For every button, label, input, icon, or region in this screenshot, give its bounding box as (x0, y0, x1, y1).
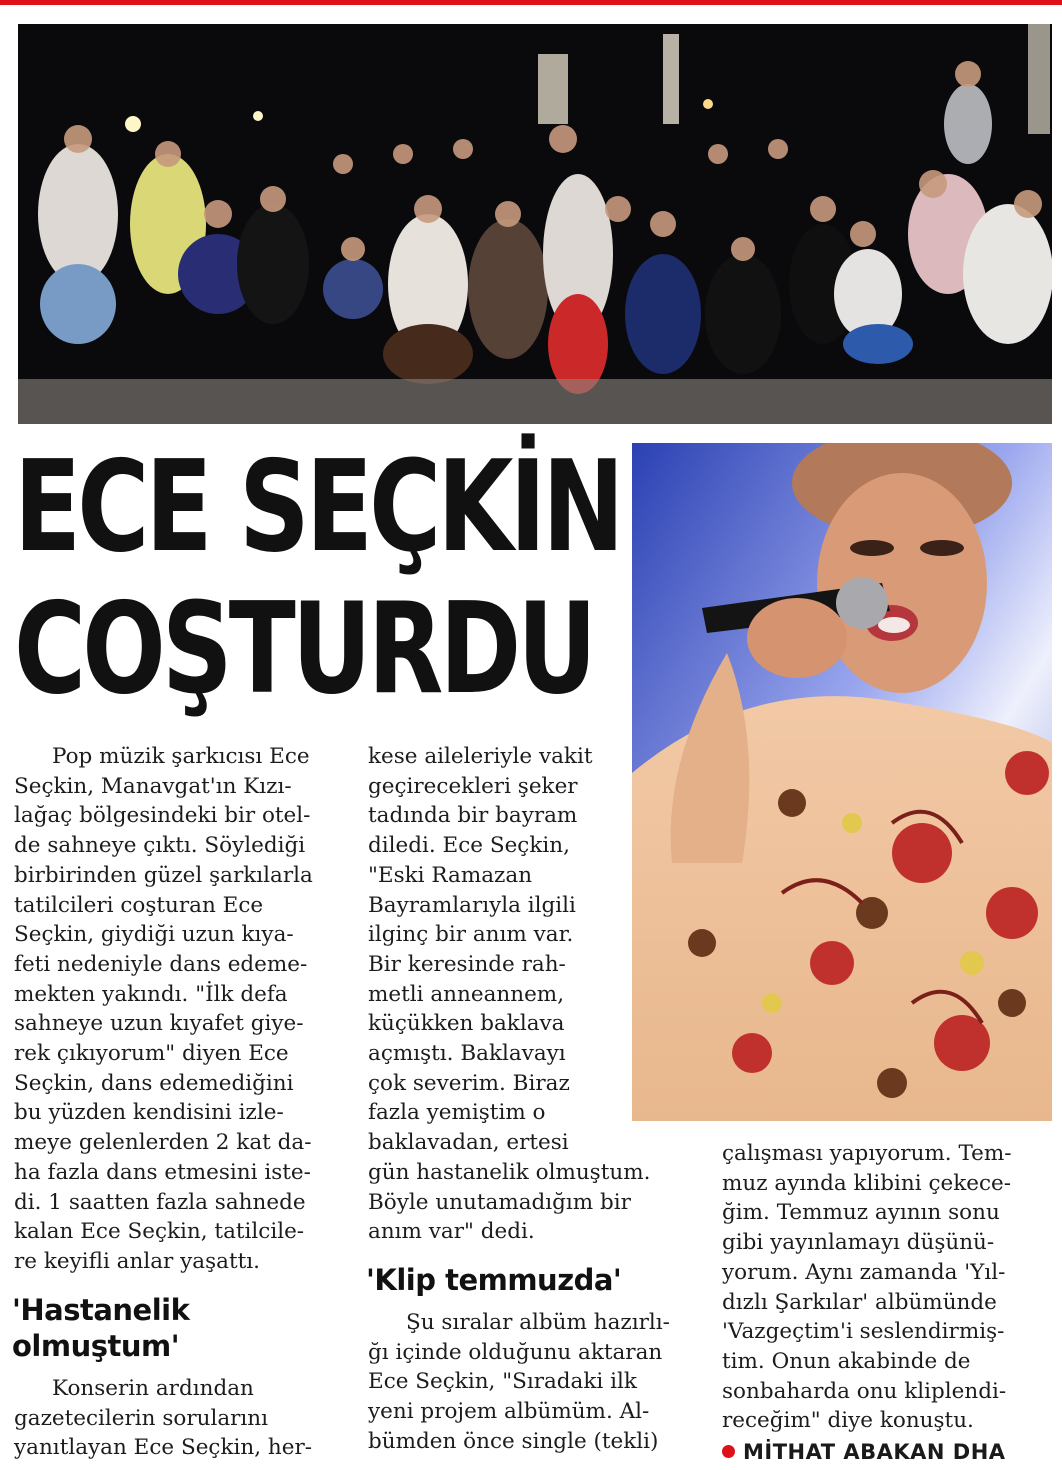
column-3-line: çalışması yapıyorum. Tem- (722, 1141, 1012, 1166)
column-2-line: kese aileleriyle vakit (368, 744, 593, 769)
column-1-line: re keyifli anlar yaşattı. (14, 1248, 260, 1274)
column-2-line: ilginç bir anım var. (368, 922, 574, 948)
byline (722, 1437, 1052, 1467)
column-1-line: birbirinden güzel şarkılarla (14, 862, 313, 888)
column-1-line: Seçkin, Manavgat'ın Kızı- (14, 773, 292, 799)
column-2-line: baklavadan, ertesi (368, 1130, 569, 1156)
article-column-1-continued (14, 1374, 344, 1463)
crowd-photo-illustration (18, 24, 1052, 424)
subhead-hastanelik-line-1: 'Hastanelik (12, 1293, 190, 1327)
column-2-line: fazla yemiştim o (368, 1100, 546, 1126)
column-2-line: tadında bir bayram (368, 803, 578, 829)
article-column-2 (368, 742, 698, 1247)
column-2-line: Ece Seçkin, "Sıradaki ilk (368, 1369, 637, 1395)
column-2-line: Bayramlarıyla ilgili (368, 892, 576, 918)
column-1-line: Konserin ardından (52, 1376, 254, 1401)
column-3-line: ğim. Temmuz ayının sonu (722, 1200, 1000, 1226)
headline-line-1: ECE SEÇKİN (14, 433, 621, 580)
column-2-line: Böyle unutamadığım bir (368, 1189, 631, 1215)
column-1-line: kalan Ece Seçkin, tatilcile- (14, 1219, 305, 1245)
column-1-line: bu yüzden kendisini izle- (14, 1100, 284, 1126)
column-3-line: tim. Onun akabinde de (722, 1348, 971, 1374)
column-2-line: anım var" dedi. (368, 1219, 535, 1245)
column-3-line: 'Vazgeçtim'i seslendirmiş- (722, 1319, 1005, 1345)
byline-red-dot-icon (722, 1445, 735, 1458)
column-1-line: rek çıkıyorum" diyen Ece (14, 1041, 289, 1067)
column-1-line: tatilcileri coşturan Ece (14, 892, 264, 918)
column-3-line: receğim" diye konuştu. (722, 1408, 974, 1434)
column-1-line: feti nedeniyle dans edeme- (14, 951, 308, 977)
column-2-line: açmıştı. Baklavayı (368, 1041, 566, 1067)
byline-text: MİTHAT ABAKAN DHA (743, 1440, 1006, 1464)
column-2-line: bümden önce single (tekli) (368, 1428, 659, 1454)
column-2-line: diledi. Ece Seçkin, (368, 833, 570, 859)
subhead-hastanelik (12, 1292, 342, 1364)
column-2-line: metli anneannem, (368, 981, 565, 1007)
column-1-line: lağaç bölgesindeki bir otel- (14, 803, 311, 829)
subhead-klip-temmuzda: 'Klip temmuzda' (366, 1263, 622, 1297)
column-3-line: sonbaharda onu kliplendi- (722, 1378, 1007, 1404)
headline (14, 433, 654, 722)
article-column-1 (14, 742, 344, 1277)
column-1-line: sahneye uzun kıyafet giye- (14, 1011, 304, 1037)
column-2-line: "Eski Ramazan (368, 862, 533, 888)
column-2-line: küçükken baklava (368, 1011, 565, 1037)
column-3-line: muz ayında klibini çekece- (722, 1170, 1012, 1196)
headline-line-2: COŞTURDU (14, 575, 594, 722)
column-1-line: Seçkin, dans edemediğini (14, 1070, 294, 1096)
column-3-line: gibi yayınlamayı düşünü- (722, 1230, 995, 1256)
column-1-line: Seçkin, giydiği uzun kıya- (14, 922, 294, 948)
column-1-line: yanıtlayan Ece Seçkin, her- (14, 1435, 312, 1461)
column-1-line: di. 1 saatten fazla sahnede (14, 1189, 306, 1215)
column-2-line: Şu sıralar albüm hazırlı- (406, 1310, 670, 1335)
column-1-line: mekten yakındı. "İlk defa (14, 981, 288, 1007)
article-column-3 (722, 1139, 1052, 1436)
column-2-line: geçirecekleri şeker (368, 773, 578, 799)
column-3-line: yorum. Aynı zamanda 'Yıl- (722, 1259, 1006, 1285)
subhead-hastanelik-line-2: olmuştum' (12, 1329, 180, 1363)
column-2-line: ğı içinde olduğunu aktaran (368, 1339, 663, 1365)
column-2-line: Bir keresinde rah- (368, 951, 566, 977)
column-2-line: gün hastanelik olmuştum. (368, 1159, 651, 1185)
column-3-line: dızlı Şarkılar' albümünde (722, 1289, 997, 1315)
column-2-line: yeni projem albümüm. Al- (368, 1399, 650, 1425)
column-1-line: ha fazla dans etmesini iste- (14, 1159, 311, 1185)
column-1-line: meye gelenlerden 2 kat da- (14, 1130, 312, 1156)
column-1-line: de sahneye çıktı. Söylediği (14, 833, 306, 859)
article-column-2-continued (368, 1308, 698, 1457)
crowd-photo (18, 24, 1052, 424)
column-1-line: Pop müzik şarkıcısı Ece (52, 744, 310, 769)
column-1-line: gazetecilerin sorularını (14, 1405, 269, 1431)
top-red-rule (0, 0, 1062, 5)
column-2-line: çok severim. Biraz (368, 1070, 570, 1096)
